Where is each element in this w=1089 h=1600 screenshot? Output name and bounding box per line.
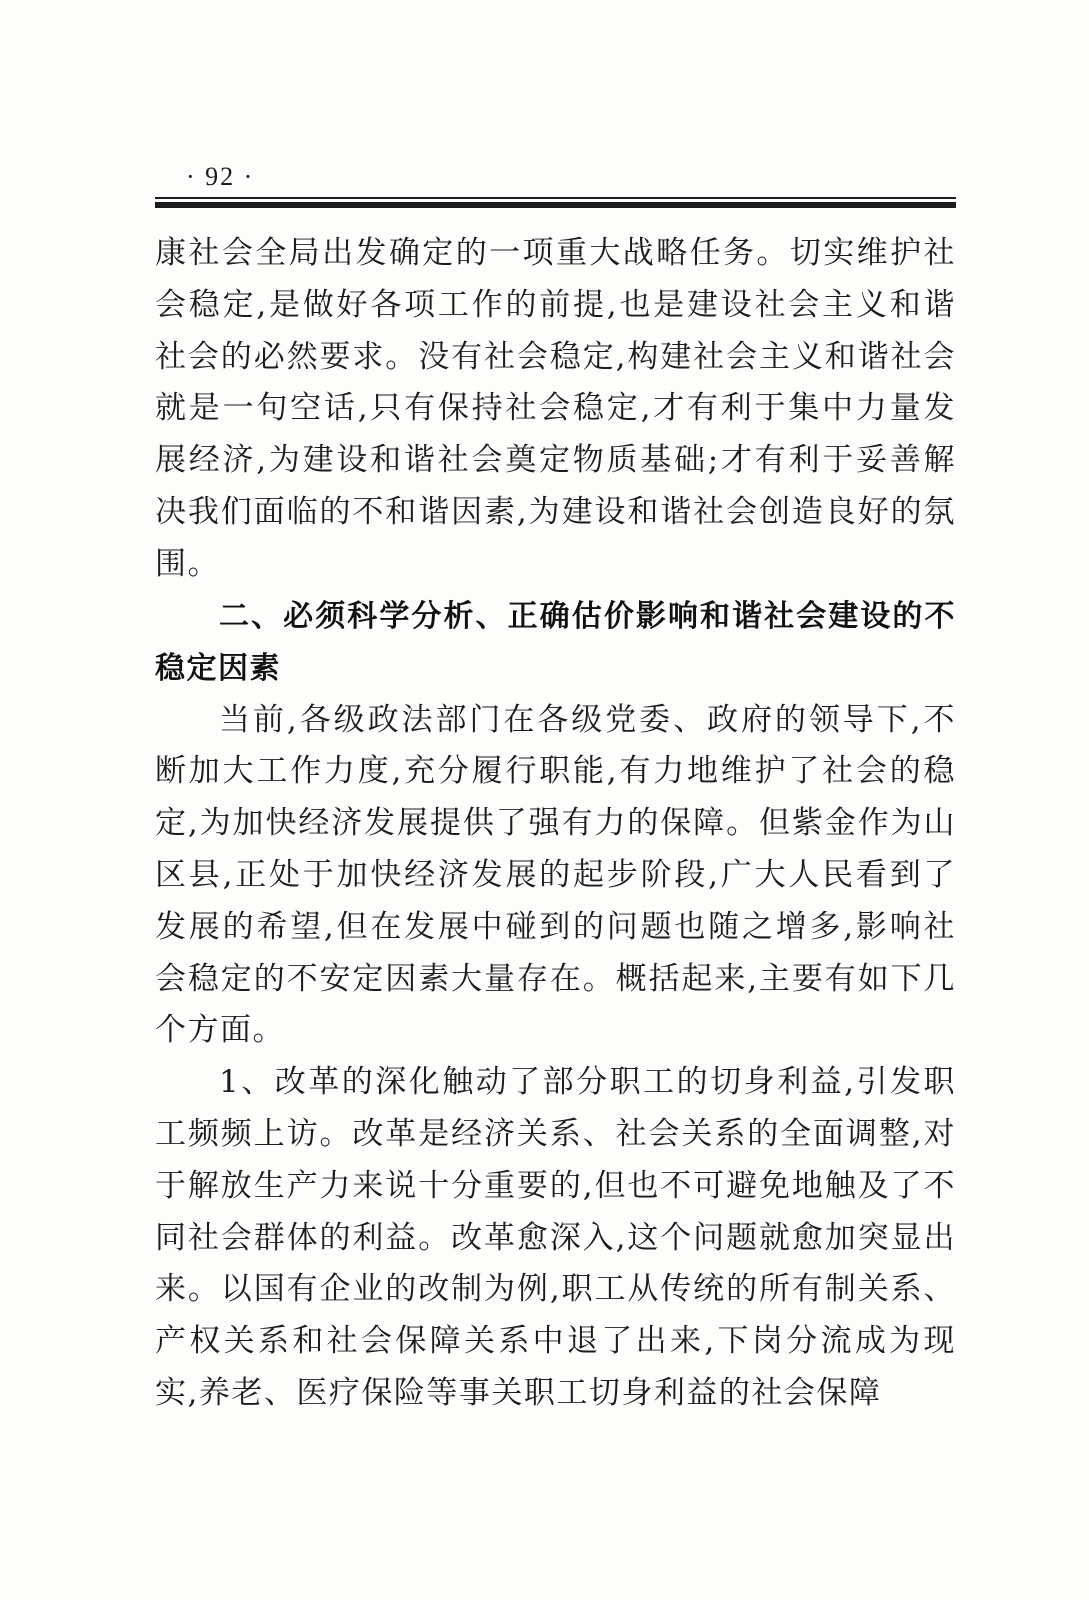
- section-heading: 二、必须科学分析、正确估价影响和谐社会建设的不稳定因素: [155, 598, 956, 686]
- header-rule-thick: [155, 202, 956, 208]
- page-number: · 92 ·: [186, 162, 255, 191]
- page-body: [155, 228, 956, 1420]
- page-header: [158, 162, 958, 202]
- header-rule-thin: [155, 197, 956, 199]
- paragraph-continued: 康社会全局出发确定的一项重大战略任务。切实维护社会稳定,是做好各项工作的前提,也是建设社会主义和谐社会的必然要求。没有社会稳定,构建社会主义和谐社会就是一句空话,只有保持社会稳定,才有利于集中力量发展经济,为建设和谐社会奠定物质基础;才有利于妥善解决我们面临的不和谐因素,为建设和谐社会创造良好的氛围。: [155, 235, 956, 582]
- paragraph: 当前,各级政法部门在各级党委、政府的领导下,不断加大工作力度,充分履行职能,有力地维护了社会的稳定,为加快经济发展提供了强有力的保障。但紫金作为山区县,正处于加快经济发展的起步阶段,广大人民看到了发展的希望,但在发展中碰到的问题也随之增多,影响社会稳定的不安定因素大量存在。概括起来,主要有如下几个方面。: [155, 701, 956, 1049]
- paragraph: 1、改革的深化触动了部分职工的切身利益,引发职工频频上访。改革是经济关系、社会关系的全面调整,对于解放生产力来说十分重要的,但也不可避免地触及了不同社会群体的利益。改革愈深入,这个问题就愈加突显出来。以国有企业的改制为例,职工从传统的所有制关系、产权关系和社会保障关系中退了出来,下岗分流成为现实,养老、医疗保险等事关职工切身利益的社会保障: [155, 1064, 956, 1411]
